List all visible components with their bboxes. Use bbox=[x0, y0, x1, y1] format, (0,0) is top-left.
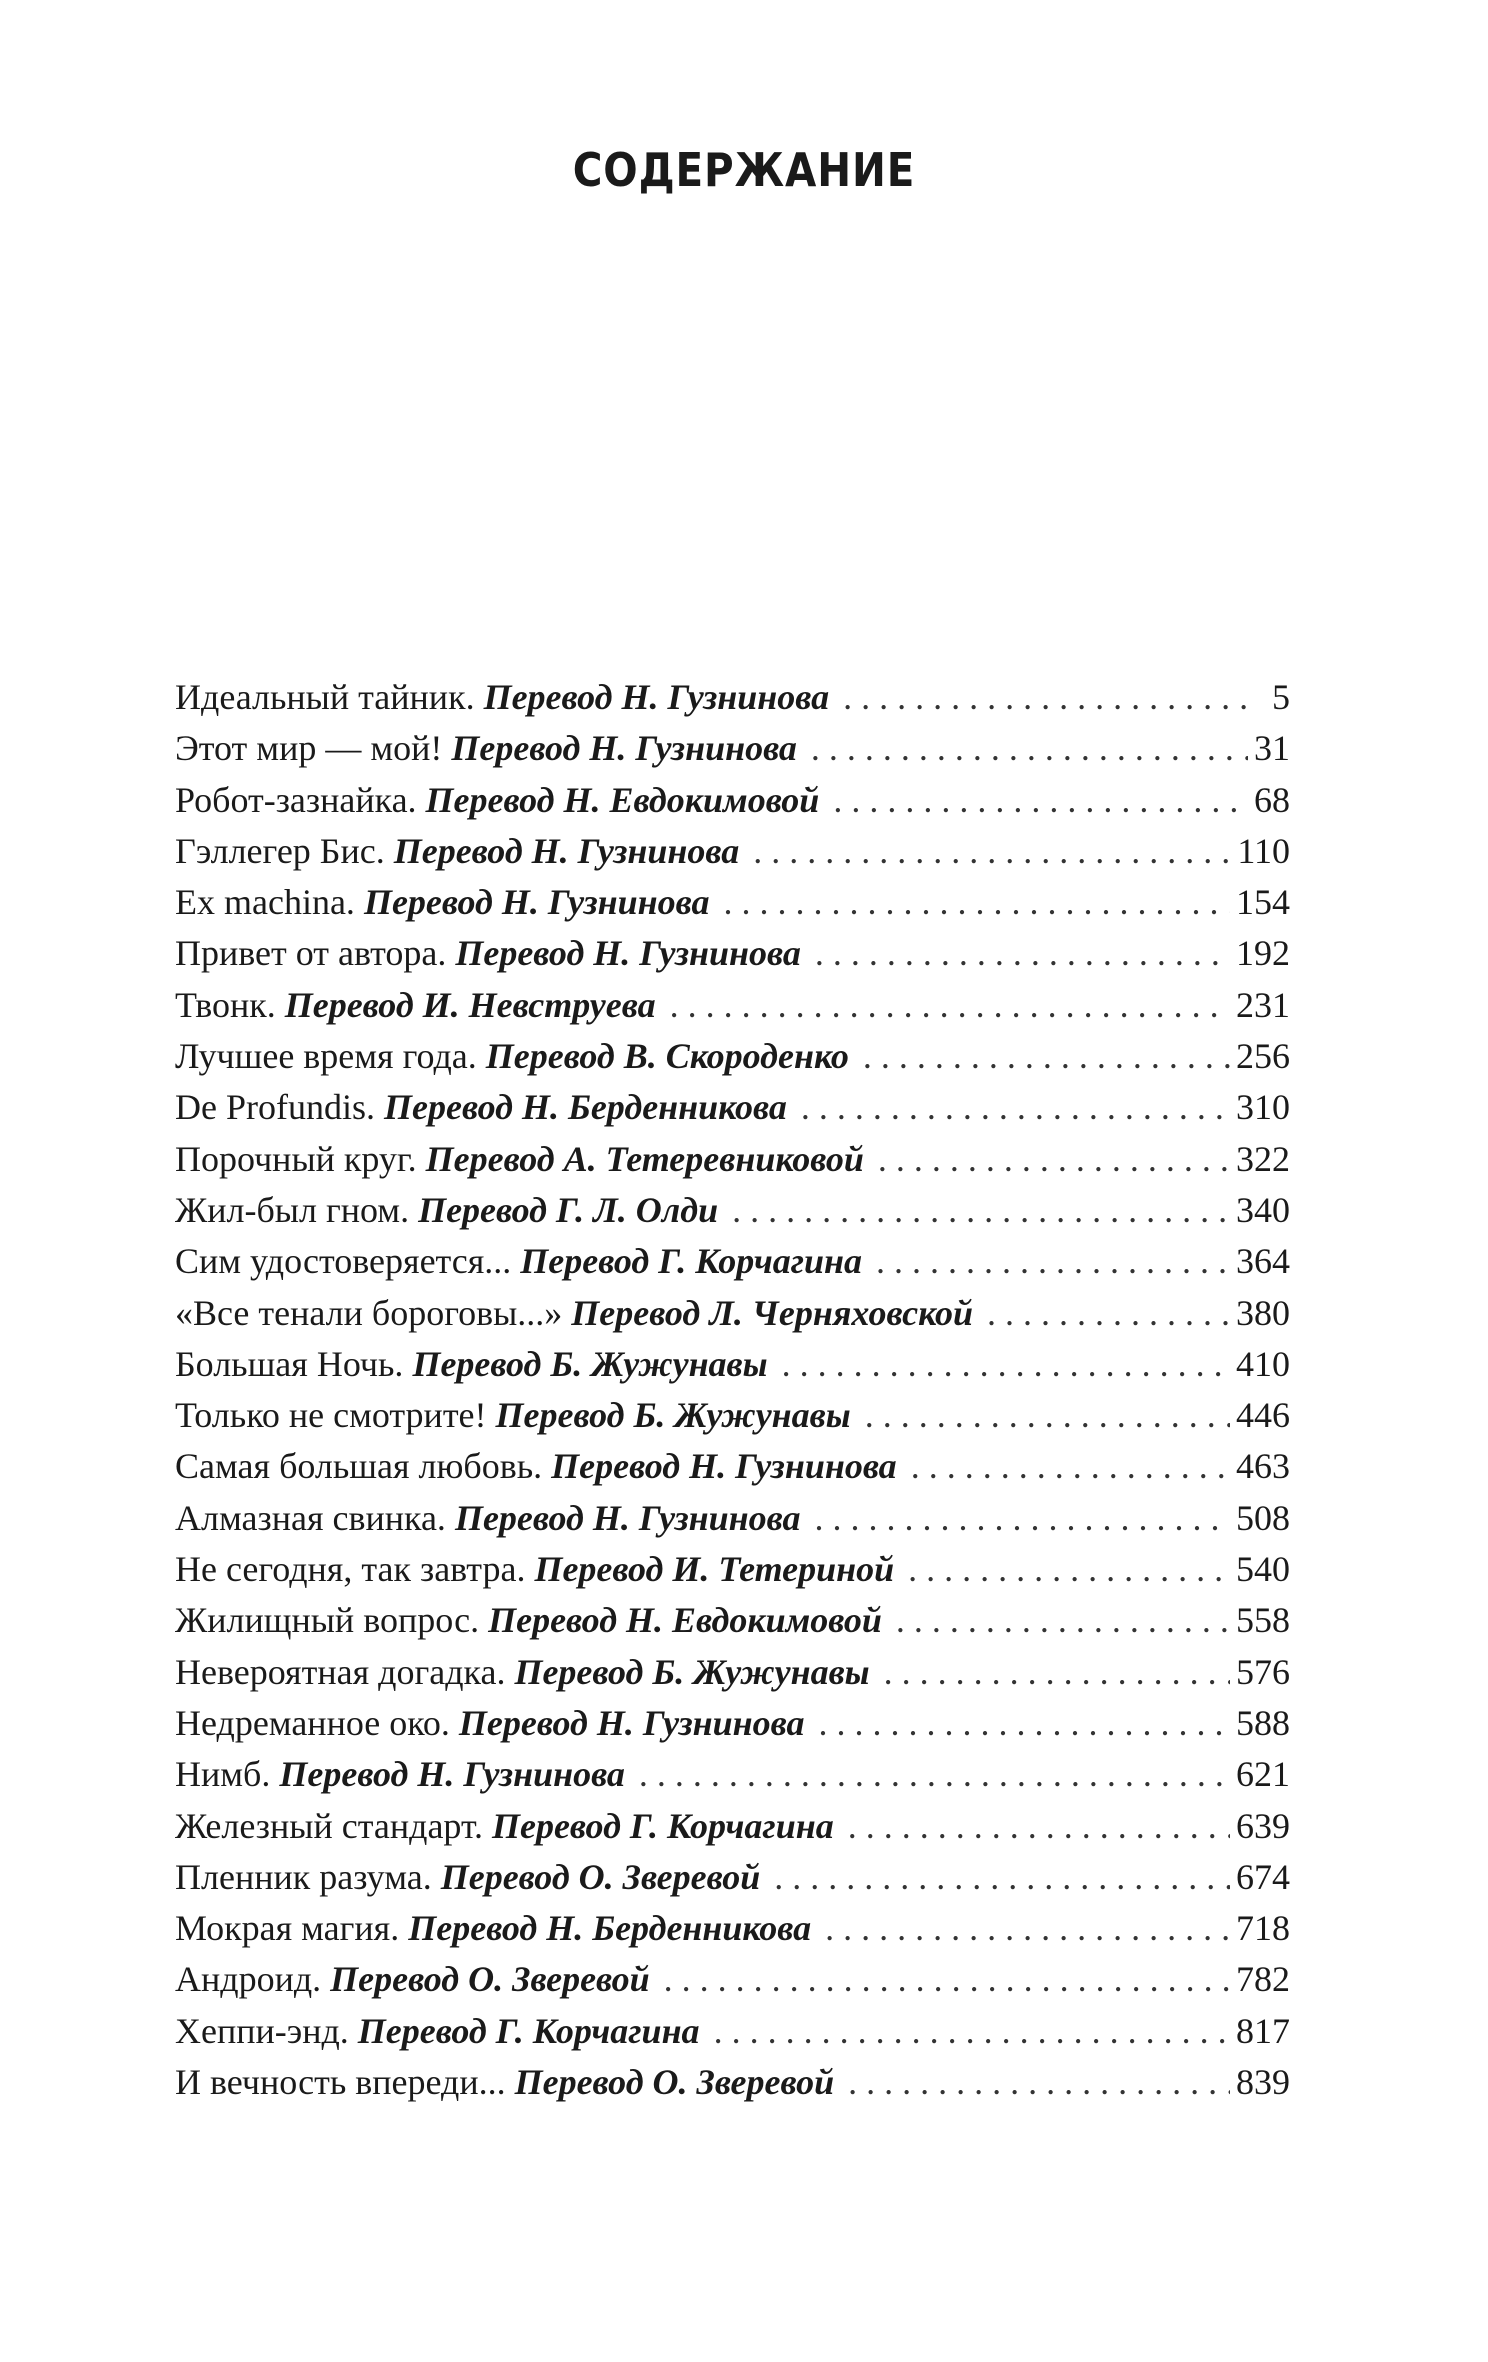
toc-entry[interactable] bbox=[175, 1394, 1290, 1445]
entry-separator bbox=[511, 1240, 520, 1282]
entry-separator bbox=[483, 1805, 492, 1847]
entry-page-number: 463 bbox=[1236, 1446, 1290, 1487]
entry-translator: Перевод Н. Берденникова bbox=[384, 1087, 787, 1128]
entry-page-number: 621 bbox=[1236, 1754, 1290, 1795]
entry-title: Не сегодня, так завтра. bbox=[175, 1549, 526, 1590]
entry-translator: Перевод Н. Гузнинова bbox=[454, 1497, 801, 1538]
entry-page-number: 256 bbox=[1236, 1036, 1290, 1077]
toc-entry[interactable] bbox=[175, 1856, 1290, 1907]
dot-leader bbox=[732, 1189, 1230, 1231]
dot-leader bbox=[811, 727, 1248, 769]
entry-title: Андроид. bbox=[175, 1959, 322, 2000]
toc-entry[interactable] bbox=[175, 1548, 1290, 1599]
entry-page-number: 110 bbox=[1237, 830, 1290, 871]
entry-translator: Перевод Г. Корчагина bbox=[520, 1241, 863, 1282]
entry-separator bbox=[450, 1702, 459, 1744]
entry-separator bbox=[385, 830, 394, 872]
dot-leader bbox=[814, 1497, 1230, 1539]
toc-entry[interactable] bbox=[175, 1651, 1290, 1702]
entry-separator bbox=[409, 1189, 418, 1231]
toc-entry[interactable] bbox=[175, 727, 1290, 778]
entry-title: Железный стандарт. bbox=[175, 1805, 483, 1846]
entry-separator bbox=[432, 1856, 441, 1898]
entry-translator: Перевод Н. Гузнинова bbox=[551, 1446, 897, 1487]
dot-leader bbox=[987, 1292, 1230, 1334]
entry-translator: Перевод Н. Гузнинова bbox=[393, 830, 740, 871]
entry-page-number: 576 bbox=[1236, 1651, 1290, 1692]
dot-leader bbox=[848, 1805, 1230, 1847]
entry-separator bbox=[446, 1497, 455, 1539]
entry-title: Гэллегер Бис. bbox=[175, 830, 385, 871]
entry-translator: Перевод А. Тетеревниковой bbox=[425, 1138, 864, 1179]
toc-entry[interactable] bbox=[175, 984, 1290, 1035]
entry-separator bbox=[399, 1907, 408, 1949]
entry-page-number: 817 bbox=[1236, 2010, 1290, 2051]
dot-leader bbox=[843, 676, 1254, 718]
entry-page-number: 410 bbox=[1236, 1343, 1290, 1384]
entry-translator: Перевод И. Тетериной bbox=[534, 1549, 895, 1590]
entry-page-number: 322 bbox=[1236, 1138, 1290, 1179]
toc-entry[interactable] bbox=[175, 830, 1290, 881]
dot-leader bbox=[815, 932, 1230, 974]
entry-translator: Перевод Н. Гузнинова bbox=[483, 677, 830, 717]
toc-entry[interactable] bbox=[175, 1599, 1290, 1650]
entry-title: Нимб. bbox=[175, 1754, 271, 1795]
entry-translator: Перевод Г. Л. Олди bbox=[418, 1189, 719, 1230]
entry-separator bbox=[355, 881, 364, 923]
entry-translator: Перевод Н. Гузнинова bbox=[279, 1754, 625, 1795]
entry-page-number: 31 bbox=[1254, 728, 1290, 769]
entry-translator: Перевод Г. Корчагина bbox=[357, 2010, 700, 2051]
entry-page-number: 839 bbox=[1236, 2062, 1290, 2103]
toc-entry[interactable] bbox=[175, 2061, 1290, 2112]
entry-title: Этот мир — мой! bbox=[175, 728, 443, 769]
entry-title: Ex machina. bbox=[175, 882, 355, 923]
entry-translator: Перевод В. Скороденко bbox=[485, 1036, 849, 1077]
toc-entry[interactable] bbox=[175, 1958, 1290, 2009]
toc-entry[interactable] bbox=[175, 1445, 1290, 1496]
entry-translator: Перевод И. Невструева bbox=[284, 984, 656, 1025]
toc-entry[interactable] bbox=[175, 1086, 1290, 1137]
entry-translator: Перевод Н. Гузнинова bbox=[451, 728, 797, 769]
dot-leader bbox=[639, 1753, 1230, 1795]
dot-leader bbox=[723, 881, 1230, 923]
entry-translator: Перевод Б. Жужунавы bbox=[514, 1651, 870, 1692]
entry-translator: Перевод Н. Гузнинова bbox=[455, 933, 801, 974]
entry-title: Хеппи-энд. bbox=[175, 2010, 349, 2051]
dot-leader bbox=[782, 1343, 1230, 1385]
entry-separator bbox=[417, 1138, 426, 1180]
toc-entry[interactable] bbox=[175, 1240, 1290, 1291]
toc-entry[interactable] bbox=[175, 1189, 1290, 1240]
entry-separator bbox=[542, 1445, 551, 1487]
dot-leader bbox=[896, 1599, 1230, 1641]
entry-page-number: 558 bbox=[1236, 1600, 1290, 1641]
entry-page-number: 588 bbox=[1236, 1702, 1290, 1743]
entry-title: Сим удостоверяется... bbox=[175, 1241, 512, 1282]
entry-page-number: 380 bbox=[1236, 1292, 1290, 1333]
entry-title: Жил-был гном. bbox=[175, 1189, 410, 1230]
toc-entry[interactable] bbox=[175, 779, 1290, 830]
toc-entry[interactable] bbox=[175, 932, 1290, 983]
entry-title: И вечность впереди... bbox=[175, 2062, 506, 2103]
dot-leader bbox=[911, 1445, 1230, 1487]
page-title: СОДЕРЖАНИЕ bbox=[572, 142, 916, 197]
entry-title: Только не смотрите! bbox=[175, 1395, 487, 1436]
entry-title: «Все тенали бороговы...» bbox=[175, 1292, 563, 1333]
toc-entry[interactable] bbox=[175, 1702, 1290, 1753]
entry-translator: Перевод О. Зверевой bbox=[440, 1856, 761, 1897]
toc-entry[interactable] bbox=[175, 881, 1290, 932]
entry-page-number: 192 bbox=[1236, 933, 1290, 974]
dot-leader bbox=[825, 1907, 1230, 1949]
entry-page-number: 68 bbox=[1254, 779, 1290, 820]
entry-title: Алмазная свинка. bbox=[175, 1497, 446, 1538]
entry-separator bbox=[562, 1292, 571, 1334]
entry-page-number: 446 bbox=[1236, 1395, 1290, 1436]
entry-separator bbox=[487, 1394, 496, 1436]
entry-page-number: 154 bbox=[1236, 882, 1290, 923]
toc-entry[interactable] bbox=[175, 1497, 1290, 1548]
dot-leader bbox=[833, 779, 1248, 821]
dot-leader bbox=[664, 1958, 1230, 2000]
dot-leader bbox=[774, 1856, 1230, 1898]
entry-page-number: 508 bbox=[1236, 1497, 1290, 1538]
entry-title: Идеальный тайник. bbox=[175, 677, 475, 717]
entry-title: Порочный круг. bbox=[175, 1138, 417, 1179]
entry-translator: Перевод Н. Гузнинова bbox=[458, 1702, 805, 1743]
entry-title: De Profundis. bbox=[175, 1087, 375, 1128]
entry-separator bbox=[349, 2010, 358, 2052]
entry-page-number: 231 bbox=[1236, 984, 1290, 1025]
entry-page-number: 364 bbox=[1236, 1241, 1290, 1282]
dot-leader bbox=[865, 1394, 1230, 1436]
dot-leader bbox=[863, 1035, 1230, 1077]
toc-entry[interactable] bbox=[175, 676, 1290, 727]
entry-separator bbox=[477, 1035, 486, 1077]
toc-entry[interactable] bbox=[175, 1138, 1290, 1189]
toc-entry[interactable] bbox=[175, 2010, 1290, 2061]
entry-separator bbox=[479, 1599, 488, 1641]
dot-leader bbox=[714, 2010, 1230, 2052]
entry-title: Жилищный вопрос. bbox=[175, 1600, 480, 1641]
dot-leader bbox=[908, 1548, 1230, 1590]
entry-separator bbox=[375, 1086, 384, 1128]
toc-entry[interactable] bbox=[175, 1035, 1290, 1086]
entry-title: Большая Ночь. bbox=[175, 1343, 404, 1384]
entry-translator: Перевод Л. Черняховской bbox=[571, 1292, 973, 1333]
dot-leader bbox=[848, 2061, 1230, 2103]
entry-translator: Перевод Н. Евдокимовой bbox=[425, 779, 820, 820]
entry-title: Пленник разума. bbox=[175, 1856, 432, 1897]
entry-translator: Перевод Б. Жужунавы bbox=[412, 1343, 768, 1384]
entry-title: Привет от автора. bbox=[175, 933, 447, 974]
entry-separator bbox=[417, 779, 426, 821]
entry-separator bbox=[321, 1958, 330, 2000]
entry-translator: Перевод Г. Корчагина bbox=[491, 1805, 834, 1846]
entry-title: Самая большая любовь. bbox=[175, 1446, 543, 1487]
entry-page-number: 639 bbox=[1236, 1805, 1290, 1846]
dot-leader bbox=[876, 1240, 1230, 1282]
toc-entry[interactable] bbox=[175, 1343, 1290, 1394]
entry-title: Твонк. bbox=[175, 984, 276, 1025]
entry-page-number: 718 bbox=[1236, 1908, 1290, 1949]
entry-translator: Перевод О. Зверевой bbox=[330, 1959, 650, 2000]
dot-leader bbox=[878, 1138, 1230, 1180]
dot-leader bbox=[818, 1702, 1230, 1744]
entry-title: Недреманное око. bbox=[175, 1702, 450, 1743]
entry-page-number: 310 bbox=[1236, 1087, 1290, 1128]
toc-entry[interactable] bbox=[175, 1753, 1290, 1804]
entry-translator: Перевод Н. Берденникова bbox=[408, 1908, 812, 1949]
entry-page-number: 340 bbox=[1236, 1189, 1290, 1230]
entry-page-number: 674 bbox=[1236, 1856, 1290, 1897]
entry-translator: Перевод Н. Гузнинова bbox=[363, 882, 710, 923]
entry-translator: Перевод Б. Жужунавы bbox=[495, 1395, 851, 1436]
entry-separator bbox=[446, 932, 455, 974]
toc-entry[interactable] bbox=[175, 1907, 1290, 1958]
dot-leader bbox=[753, 830, 1231, 872]
entry-separator bbox=[276, 984, 285, 1026]
entry-title: Лучшее время года. bbox=[175, 1036, 477, 1077]
toc-entry[interactable] bbox=[175, 1292, 1290, 1343]
entry-translator: Перевод Н. Евдокимовой bbox=[488, 1600, 882, 1641]
table-of-contents bbox=[175, 676, 1290, 2112]
toc-entry[interactable] bbox=[175, 1805, 1290, 1856]
entry-title: Мокрая магия. bbox=[175, 1908, 400, 1949]
entry-translator: Перевод О. Зверевой bbox=[514, 2062, 835, 2103]
entry-page-number: 782 bbox=[1236, 1959, 1290, 2000]
entry-title: Невероятная догадка. bbox=[175, 1651, 506, 1692]
dot-leader bbox=[801, 1086, 1230, 1128]
dot-leader bbox=[884, 1651, 1230, 1693]
entry-page-number: 540 bbox=[1236, 1549, 1290, 1590]
entry-separator bbox=[475, 676, 484, 718]
entry-title: Робот-зазнайка. bbox=[175, 779, 417, 820]
entry-separator bbox=[506, 2061, 515, 2103]
entry-page-number: 5 bbox=[1272, 677, 1290, 717]
dot-leader bbox=[670, 984, 1230, 1026]
